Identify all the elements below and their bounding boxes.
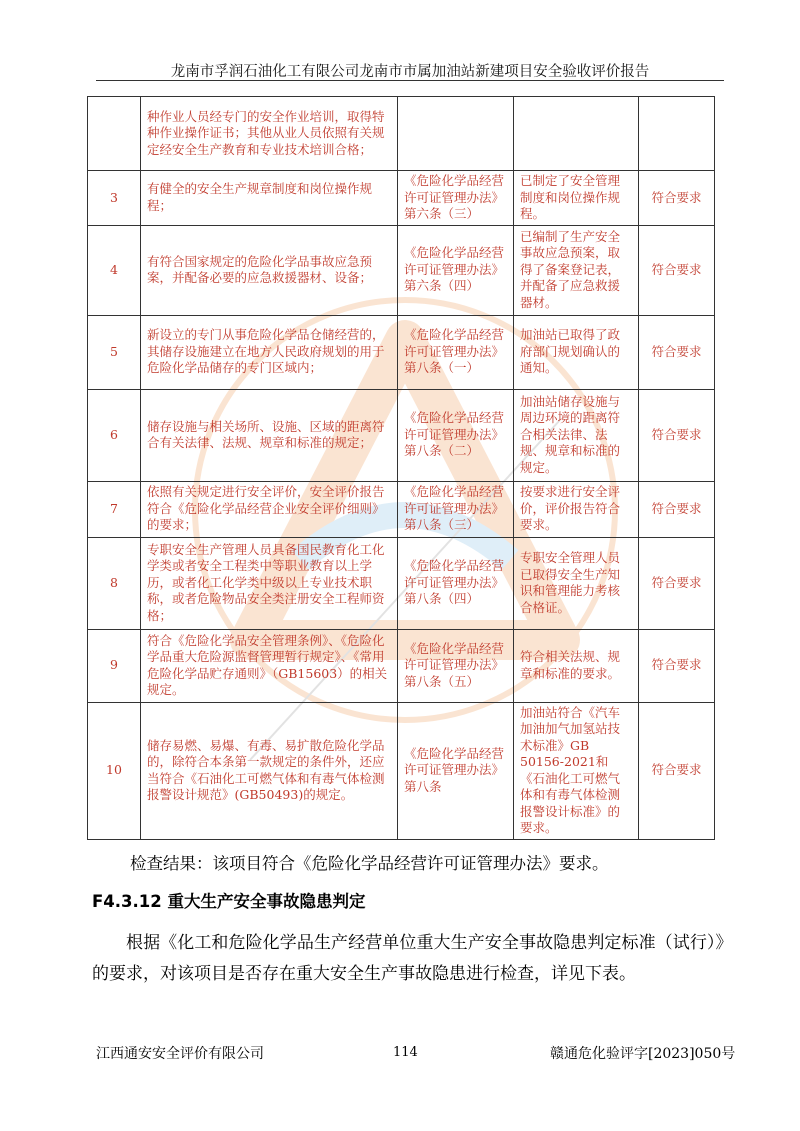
requirement-cell: 依照有关规定进行安全评价，安全评价报告符合《危险化学品经营企业安全评价细则》的要求； [141, 481, 398, 537]
status-cell [514, 97, 639, 171]
page-header: 龙南市孚润石油化工有限公司龙南市市属加油站新建项目安全验收评价报告 [170, 64, 650, 80]
result-cell: 符合要求 [639, 315, 715, 389]
table-row [88, 629, 715, 702]
basis-cell: 《危险化学品经营许可证管理办法》第八条（五） [398, 629, 514, 702]
basis-cell: 《危险化学品经营许可证管理办法》第八条（三） [398, 481, 514, 537]
table-row [88, 389, 715, 481]
requirement-cell: 储存设施与相关场所、设施、区域的距离符合有关法律、法规、规章和标准的规定； [141, 389, 398, 481]
status-cell: 专职安全管理人员已取得安全生产知识和管理能力考核合格证。 [514, 537, 639, 629]
result-cell: 符合要求 [639, 629, 715, 702]
row-number: 6 [88, 389, 141, 481]
status-cell: 加油站已取得了政府部门规划确认的通知。 [514, 315, 639, 389]
table-row [88, 537, 715, 629]
basis-cell: 《危险化学品经营许可证管理办法》第八条（一） [398, 315, 514, 389]
section-heading: F4.3.12 重大生产安全事故隐患判定 [92, 892, 366, 911]
check-conclusion: 检查结果：该项目符合《危险化学品经营许可证管理办法》要求。 [130, 854, 609, 873]
header-divider [96, 80, 724, 81]
table-row [88, 481, 715, 537]
status-cell: 符合相关法规、规章和标准的要求。 [514, 629, 639, 702]
requirement-cell: 储存易燃、易爆、有毒、易扩散危险化学品的，除符合本条第一款规定的条件外，还应当符合《石油化工可燃气体和有毒气体检测报警设计规范》(GB50493)的规定。 [141, 702, 398, 839]
status-cell: 加油站储存设施与周边环境的距离符合相关法律、法规、规章和标准的规定。 [514, 389, 639, 481]
footer-company: 江西通安安全评价有限公司 [96, 1046, 264, 1062]
requirement-cell: 有健全的安全生产规章制度和岗位操作规程； [141, 171, 398, 226]
row-number: 7 [88, 481, 141, 537]
requirement-cell: 有符合国家规定的危险化学品事故应急预案，并配备必要的应急救援器材、设备； [141, 225, 398, 315]
table-row [88, 171, 715, 226]
basis-cell [398, 97, 514, 171]
section-paragraph: 根据《化工和危险化学品生产经营单位重大生产安全事故隐患判定标准（试行）》的要求，对该项目是否存在重大安全生产事故隐患进行检查，详见下表。 [92, 933, 724, 984]
result-cell [639, 97, 715, 171]
result-cell: 符合要求 [639, 171, 715, 226]
table-row [88, 315, 715, 389]
result-cell: 符合要求 [639, 702, 715, 839]
license-check-table [87, 96, 715, 840]
table-row [88, 225, 715, 315]
status-cell: 已制定了安全管理制度和岗位操作规程。 [514, 171, 639, 226]
requirement-cell: 新设立的专门从事危险化学品仓储经营的，其储存设施建立在地方人民政府规划的用于危险化学品储存的专门区域内； [141, 315, 398, 389]
status-cell: 加油站符合《汽车加油加气加氢站技术标准》GB 50156-2021和《石油化工可燃气体和有毒气体检测报警设计标准》的要求。 [514, 702, 639, 839]
page-number: 114 [393, 1045, 418, 1060]
result-cell: 符合要求 [639, 225, 715, 315]
row-number: 3 [88, 171, 141, 226]
status-cell: 按要求进行安全评价，评价报告符合要求。 [514, 481, 639, 537]
row-number: 10 [88, 702, 141, 839]
basis-cell: 《危险化学品经营许可证管理办法》第六条（三） [398, 171, 514, 226]
table-row [88, 97, 715, 171]
result-cell: 符合要求 [639, 389, 715, 481]
requirement-cell: 符合《危险化学品安全管理条例》、《危险化学品重大危险源监督管理暂行规定》、《常用危险化学品贮存通则》（GB15603）的相关规定。 [141, 629, 398, 702]
row-number: 8 [88, 537, 141, 629]
result-cell: 符合要求 [639, 481, 715, 537]
basis-cell: 《危险化学品经营许可证管理办法》第八条（二） [398, 389, 514, 481]
basis-cell: 《危险化学品经营许可证管理办法》第六条（四） [398, 225, 514, 315]
table-row [88, 702, 715, 839]
row-number: 5 [88, 315, 141, 389]
status-cell: 已编制了生产安全事故应急预案，取得了备案登记表，并配备了应急救援器材。 [514, 225, 639, 315]
row-number [88, 97, 141, 171]
row-number: 9 [88, 629, 141, 702]
basis-cell: 《危险化学品经营许可证管理办法》第八条 [398, 702, 514, 839]
result-cell: 符合要求 [639, 537, 715, 629]
row-number: 4 [88, 225, 141, 315]
basis-cell: 《危险化学品经营许可证管理办法》第八条（四） [398, 537, 514, 629]
requirement-cell: 专职安全生产管理人员具备国民教育化工化学类或者安全工程类中等职业教育以上学历，或者化工化学类中级以上专业技术职称，或者危险物品安全类注册安全工程师资格； [141, 537, 398, 629]
footer-doc-number: 赣通危化验评字[2023]050号 [550, 1046, 736, 1062]
requirement-cell: 种作业人员经专门的安全作业培训，取得特种作业操作证书；其他从业人员依照有关规定经安全生产教育和专业技术培训合格； [141, 97, 398, 171]
